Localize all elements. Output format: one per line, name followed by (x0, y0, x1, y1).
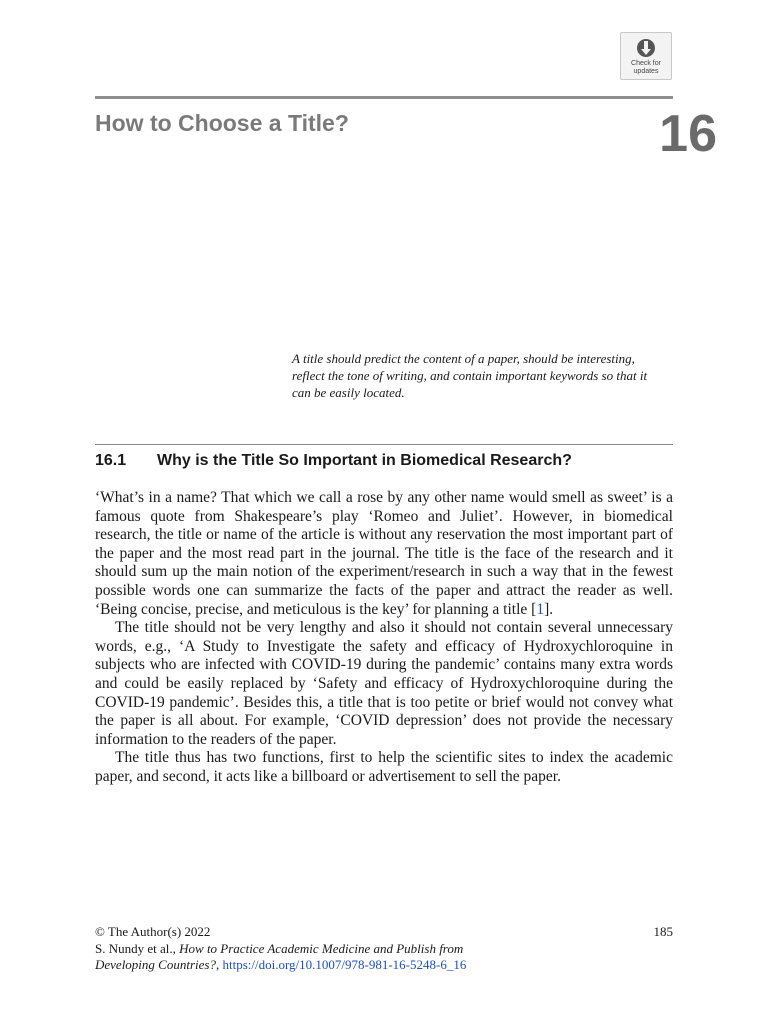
citation-line-1 (95, 941, 673, 958)
copyright-line: © The Author(s) 2022 (95, 924, 211, 939)
body-text (95, 489, 673, 787)
chapter-abstract: A title should predict the content of a paper, should be interesting, reflect the tone of writing, and contain important keywords so that it can be easily located. (292, 351, 648, 400)
citation-line-2 (95, 957, 673, 974)
footer-authors: S. Nundy et al., (95, 940, 176, 956)
paragraph-1-tail: ]. (544, 600, 554, 618)
page-number: 185 (653, 924, 673, 939)
paragraph-2: The title should not be very lengthy and also it should not contain several unnecessary words, e.g., ‘A Study to Investigate the safety and efficacy of Hydroxychloroquine in subjects who are infected with COVID-19 during the pandemic’ contains many extra words and could be easily replaced by ‘Safety and efficacy of Hydroxychloroquine during the COVID-19 pandemic’. Besides this, a title that is too petite or brief would not convey what the paper is all about. For example, ‘COVID depression’ does not provide the necessary information to the readers of the paper. (95, 619, 673, 748)
paragraph-3: The title thus has two functions, first to help the scientific sites to index the academic paper, and second, it acts like a billboard or advertisement to sell the paper. (95, 749, 673, 785)
section-divider (95, 444, 673, 445)
check-for-updates-icon (635, 37, 657, 59)
paragraph-1 (95, 489, 673, 619)
section-number: 16.1 (95, 452, 127, 469)
citation-link[interactable]: 1 (536, 600, 545, 618)
badge-label-line2: updates (633, 68, 659, 75)
footer-separator: , (215, 957, 220, 972)
badge-label-line1: Check for (631, 60, 661, 67)
section-title: Why is the Title So Important in Biomedical Research? (157, 452, 572, 469)
footer-book-title-1: How to Practice Academic Medicine and Publish from (179, 940, 464, 956)
footer-book-title-2: Developing Countries? (95, 957, 216, 972)
check-for-updates-badge[interactable] (620, 32, 672, 80)
page-footer (95, 924, 673, 974)
chapter-number: 16 (659, 105, 717, 163)
chapter-title: How to Choose a Title? (95, 110, 349, 136)
top-divider (95, 96, 673, 99)
section-heading (95, 452, 572, 470)
doi-link[interactable]: https://doi.org/10.1007/978-981-16-5248-6_16 (222, 957, 467, 972)
paragraph-1-text: ‘What’s in a name? That which we call a rose by any other name would smell as sweet’ is a famous quote from Shakespeare’s play ‘Romeo and Juliet’. However, in biomedical research, the title or name of the article is without any reservation the most important part of the paper and the most read part in the journal. The title is the face of the research and it should sum up the main notion of the experiment/research in such a way that in the fewest possible words one can summarize the facts of the paper and attract the reader as well. ‘Being concise, precise, and meticulous is the key’ for planning a title [ (95, 489, 673, 618)
